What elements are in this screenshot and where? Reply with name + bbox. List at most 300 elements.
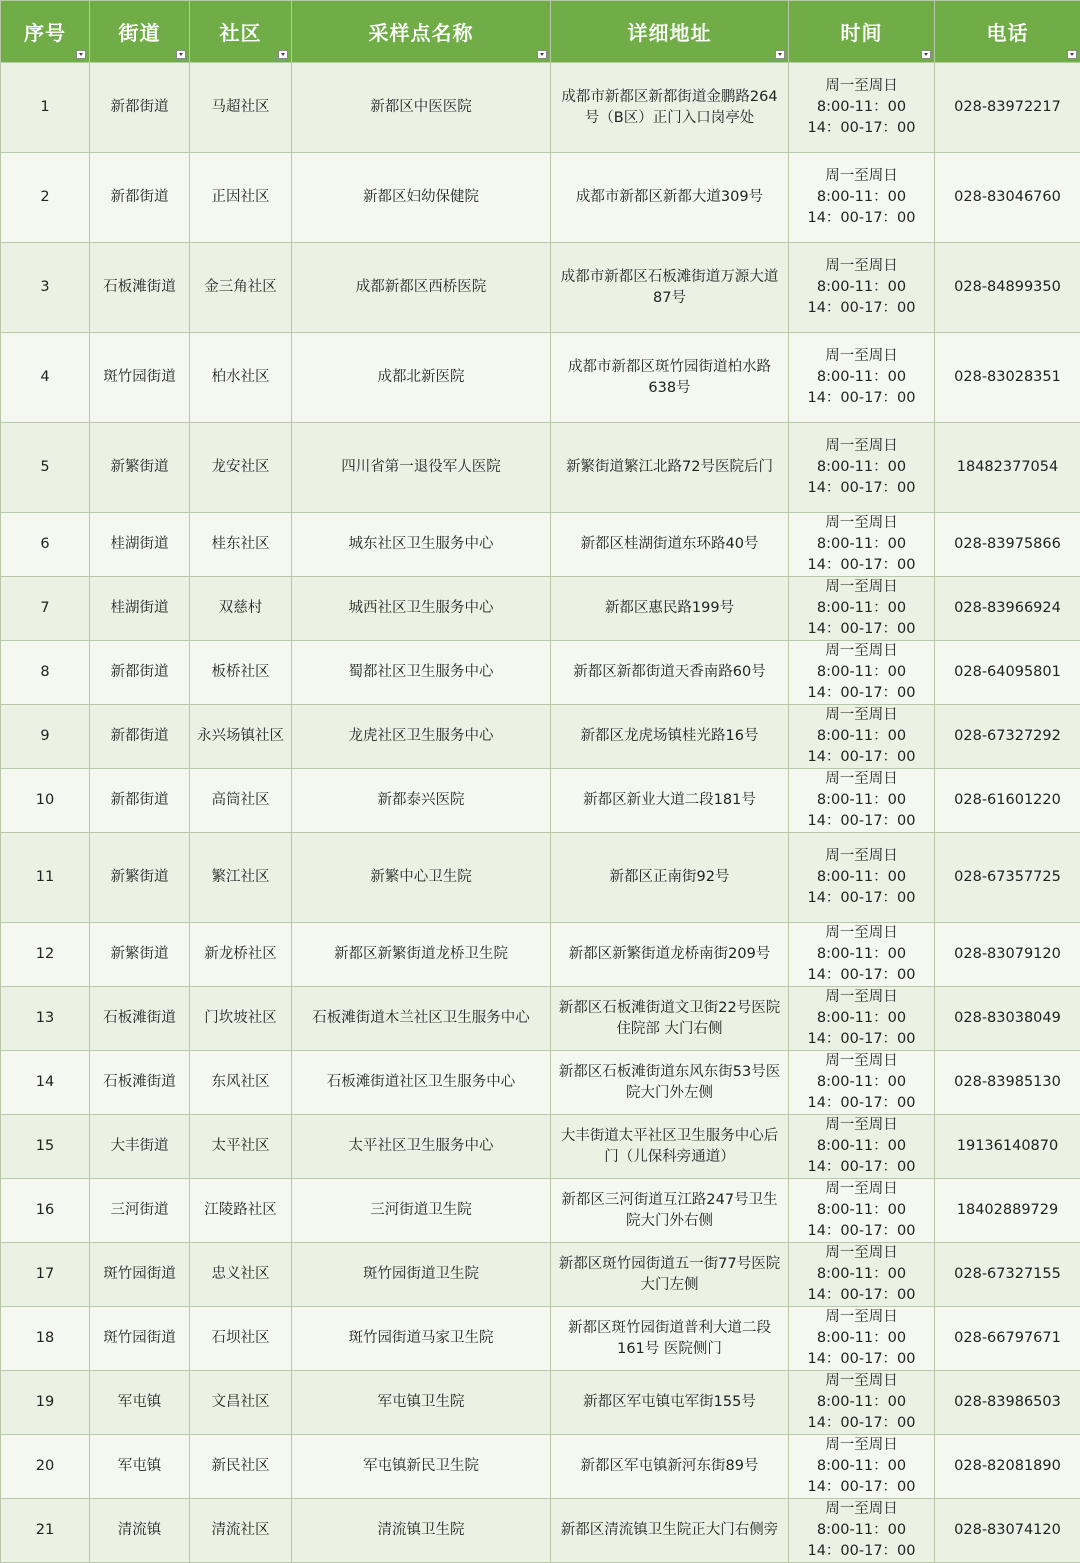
cell-time[interactable] [789,1499,935,1563]
cell-no[interactable] [1,243,90,333]
filter-dropdown-icon[interactable] [921,50,931,59]
cell-no-text: 5 [40,459,49,475]
table-header [1,1,1080,63]
column-header-no [1,1,90,63]
cell-phone-text: 028-83046760 [954,189,1061,205]
time-line: 14：00-17：00 [793,1093,930,1114]
column-header-time [789,1,935,63]
cell-no[interactable] [1,923,90,987]
cell-phone[interactable] [935,1371,1080,1435]
cell-no[interactable] [1,1179,90,1243]
cell-phone[interactable] [935,1499,1080,1563]
cell-street[interactable] [90,769,190,833]
cell-street-text: 大丰街道 [111,1138,169,1154]
cell-community-text: 新龙桥社区 [204,946,277,962]
cell-site-name[interactable] [292,705,551,769]
time-line: 8:00-11：00 [793,534,930,555]
cell-address-text: 大丰街道太平社区卫生服务中心后门（儿保科旁通道） [555,1126,784,1168]
cell-site-name[interactable] [292,63,551,153]
cell-phone-text: 028-67327292 [954,728,1061,744]
column-header-address [551,1,789,63]
cell-time[interactable] [789,63,935,153]
cell-street-text: 斑竹园街道 [103,1266,176,1282]
cell-street[interactable] [90,1179,190,1243]
cell-street-text: 新繁街道 [111,459,169,475]
time-line: 14：00-17：00 [793,619,930,640]
time-line: 周一至周日 [793,846,930,867]
cell-community[interactable] [190,987,292,1051]
cell-street[interactable] [90,1371,190,1435]
table-row [1,1179,1080,1243]
cell-address[interactable] [551,1499,789,1563]
cell-address-text: 新都区新繁街道龙桥南街209号 [555,944,784,965]
time-line: 8:00-11：00 [793,790,930,811]
time-line: 14：00-17：00 [793,298,930,319]
cell-no-text: 15 [36,1138,54,1154]
cell-no-text: 6 [40,536,49,552]
time-line: 8:00-11：00 [793,187,930,208]
cell-address[interactable] [551,987,789,1051]
cell-address-text: 新都区新业大道二段181号 [555,790,784,811]
column-header-site [292,1,551,63]
time-line: 14：00-17：00 [793,747,930,768]
cell-street[interactable] [90,153,190,243]
time-line: 14：00-17：00 [793,1157,930,1178]
time-line: 14：00-17：00 [793,118,930,139]
column-header-street [90,1,190,63]
cell-street[interactable] [90,577,190,641]
cell-site-name[interactable] [292,769,551,833]
cell-no[interactable] [1,1371,90,1435]
cell-phone[interactable] [935,1179,1080,1243]
cell-no-text: 17 [36,1266,54,1282]
cell-street[interactable] [90,243,190,333]
table-row [1,833,1080,923]
cell-no[interactable] [1,1051,90,1115]
column-header-label: 社区 [220,21,262,45]
time-line: 8:00-11：00 [793,944,930,965]
cell-community[interactable] [190,1307,292,1371]
filter-dropdown-icon[interactable] [76,50,86,59]
time-line: 周一至周日 [793,641,930,662]
cell-time[interactable] [789,641,935,705]
cell-no[interactable] [1,769,90,833]
cell-no-text: 4 [40,369,49,385]
cell-time[interactable] [789,1179,935,1243]
time-line: 周一至周日 [793,1243,930,1264]
cell-community-text: 马超社区 [212,99,270,115]
cell-street-text: 石板滩街道 [103,279,176,295]
cell-community[interactable] [190,1435,292,1499]
cell-no[interactable] [1,705,90,769]
cell-street[interactable] [90,333,190,423]
time-line: 8:00-11：00 [793,1456,930,1477]
cell-site-name-text: 成都北新医院 [378,369,465,385]
cell-address[interactable] [551,1179,789,1243]
table-body [1,63,1080,1563]
cell-address[interactable] [551,833,789,923]
cell-phone[interactable] [935,513,1080,577]
cell-community[interactable] [190,1499,292,1563]
cell-community-text: 新民社区 [212,1458,270,1474]
time-line: 周一至周日 [793,577,930,598]
cell-address-text: 成都市新都区石板滩街道万源大道87号 [555,267,784,309]
cell-street[interactable] [90,513,190,577]
cell-community-text: 忠义社区 [212,1266,270,1282]
cell-community-text: 正因社区 [212,189,270,205]
time-line: 14：00-17：00 [793,683,930,704]
time-line: 周一至周日 [793,1307,930,1328]
cell-no[interactable] [1,987,90,1051]
cell-phone[interactable] [935,243,1080,333]
cell-time[interactable] [789,769,935,833]
cell-no[interactable] [1,63,90,153]
cell-site-name[interactable] [292,1115,551,1179]
cell-site-name-text: 新都区中医医院 [370,99,472,115]
cell-phone-text: 028-83028351 [954,369,1061,385]
cell-time[interactable] [789,513,935,577]
cell-phone[interactable] [935,423,1080,513]
time-line: 周一至周日 [793,346,930,367]
filter-dropdown-icon[interactable] [537,50,547,59]
cell-street[interactable] [90,63,190,153]
cell-community[interactable] [190,1371,292,1435]
cell-community-text: 龙安社区 [212,459,270,475]
cell-address[interactable] [551,641,789,705]
time-line: 14：00-17：00 [793,1477,930,1498]
cell-no-text: 13 [36,1010,54,1026]
time-line: 14：00-17：00 [793,1541,930,1562]
cell-site-name-text: 石板滩街道木兰社区卫生服务中心 [312,1010,530,1026]
cell-street[interactable] [90,705,190,769]
cell-time[interactable] [789,243,935,333]
cell-no[interactable] [1,1307,90,1371]
cell-phone[interactable] [935,1115,1080,1179]
cell-phone[interactable] [935,987,1080,1051]
cell-site-name[interactable] [292,153,551,243]
cell-address[interactable] [551,513,789,577]
cell-community-text: 高筒社区 [212,792,270,808]
time-line: 周一至周日 [793,1371,930,1392]
cell-phone[interactable] [935,1307,1080,1371]
cell-time[interactable] [789,987,935,1051]
cell-address-text: 新都区龙虎场镇桂光路16号 [555,726,784,747]
cell-site-name[interactable] [292,423,551,513]
time-line: 14：00-17：00 [793,965,930,986]
time-line: 14：00-17：00 [793,1029,930,1050]
cell-community-text: 太平社区 [212,1138,270,1154]
cell-no[interactable] [1,333,90,423]
cell-phone-text: 028-84899350 [954,279,1061,295]
cell-street-text: 新都街道 [111,664,169,680]
cell-phone[interactable] [935,1051,1080,1115]
cell-time[interactable] [789,1307,935,1371]
cell-street[interactable] [90,1499,190,1563]
cell-no-text: 11 [36,869,54,885]
time-line: 周一至周日 [793,436,930,457]
cell-street[interactable] [90,987,190,1051]
cell-site-name-text: 城东社区卫生服务中心 [349,536,494,552]
cell-time[interactable] [789,1435,935,1499]
cell-phone-text: 028-83972217 [954,99,1061,115]
cell-address[interactable] [551,153,789,243]
cell-phone-text: 18402889729 [957,1202,1058,1218]
cell-time[interactable] [789,923,935,987]
cell-site-name[interactable] [292,1179,551,1243]
cell-street[interactable] [90,1115,190,1179]
time-line: 8:00-11：00 [793,662,930,683]
cell-site-name[interactable] [292,1051,551,1115]
cell-site-name-text: 新都区新繁街道龙桥卫生院 [334,946,508,962]
cell-no-text: 19 [36,1394,54,1410]
cell-community[interactable] [190,1051,292,1115]
cell-street-text: 军屯镇 [118,1458,162,1474]
column-header-label: 街道 [119,21,161,45]
cell-no[interactable] [1,513,90,577]
column-header-label: 采样点名称 [369,21,474,45]
cell-address-text: 新都区军屯镇新河东街89号 [555,1456,784,1477]
cell-no[interactable] [1,577,90,641]
cell-time[interactable] [789,1371,935,1435]
cell-time[interactable] [789,423,935,513]
cell-community-text: 繁江社区 [212,869,270,885]
cell-phone[interactable] [935,769,1080,833]
cell-phone[interactable] [935,577,1080,641]
cell-site-name[interactable] [292,1435,551,1499]
cell-address-text: 新都区斑竹园街道普利大道二段161号 医院侧门 [555,1318,784,1360]
cell-no-text: 18 [36,1330,54,1346]
cell-address-text: 新都区斑竹园街道五一街77号医院大门左侧 [555,1254,784,1296]
cell-phone[interactable] [935,153,1080,243]
cell-community[interactable] [190,705,292,769]
cell-phone-text: 028-64095801 [954,664,1061,680]
cell-no-text: 2 [40,189,49,205]
cell-address[interactable] [551,333,789,423]
cell-no[interactable] [1,1115,90,1179]
cell-community[interactable] [190,153,292,243]
cell-no-text: 10 [36,792,54,808]
cell-time[interactable] [789,1243,935,1307]
cell-phone[interactable] [935,833,1080,923]
cell-no-text: 21 [36,1522,54,1538]
cell-address-text: 成都市新都区新都大道309号 [555,187,784,208]
cell-site-name[interactable] [292,987,551,1051]
cell-site-name-text: 新繁中心卫生院 [370,869,472,885]
cell-phone[interactable] [935,1243,1080,1307]
cell-address[interactable] [551,577,789,641]
cell-address[interactable] [551,769,789,833]
time-line: 周一至周日 [793,923,930,944]
cell-site-name[interactable] [292,1307,551,1371]
cell-phone[interactable] [935,641,1080,705]
time-line: 8:00-11：00 [793,1264,930,1285]
cell-phone-text: 028-83975866 [954,536,1061,552]
cell-time[interactable] [789,1051,935,1115]
cell-community[interactable] [190,63,292,153]
cell-time[interactable] [789,333,935,423]
cell-site-name-text: 三河街道卫生院 [370,1202,472,1218]
time-line: 14：00-17：00 [793,1413,930,1434]
cell-community[interactable] [190,333,292,423]
cell-phone[interactable] [935,705,1080,769]
table-row [1,1115,1080,1179]
cell-street-text: 三河街道 [111,1202,169,1218]
time-line: 8:00-11：00 [793,1392,930,1413]
cell-address[interactable] [551,1115,789,1179]
time-line: 8:00-11：00 [793,1328,930,1349]
cell-address[interactable] [551,1371,789,1435]
table-row [1,1243,1080,1307]
cell-address[interactable] [551,1051,789,1115]
cell-time[interactable] [789,705,935,769]
filter-dropdown-icon[interactable] [775,50,785,59]
time-line: 周一至周日 [793,76,930,97]
time-line: 周一至周日 [793,166,930,187]
cell-phone[interactable] [935,63,1080,153]
cell-street-text: 新都街道 [111,792,169,808]
cell-community-text: 东风社区 [212,1074,270,1090]
filter-dropdown-icon[interactable] [176,50,186,59]
cell-site-name[interactable] [292,333,551,423]
table-row [1,641,1080,705]
cell-site-name[interactable] [292,641,551,705]
cell-no-text: 8 [40,664,49,680]
cell-no[interactable] [1,641,90,705]
cell-address[interactable] [551,705,789,769]
cell-address[interactable] [551,63,789,153]
time-line: 14：00-17：00 [793,1349,930,1370]
cell-street[interactable] [90,833,190,923]
cell-community-text: 门坎坡社区 [204,1010,277,1026]
table-row [1,923,1080,987]
time-line: 8:00-11：00 [793,277,930,298]
cell-time[interactable] [789,833,935,923]
cell-street[interactable] [90,423,190,513]
cell-site-name[interactable] [292,923,551,987]
cell-community[interactable] [190,1179,292,1243]
cell-community[interactable] [190,577,292,641]
column-header-label: 序号 [24,21,66,45]
filter-dropdown-icon[interactable] [278,50,288,59]
cell-time[interactable] [789,1115,935,1179]
cell-phone-text: 028-83986503 [954,1394,1061,1410]
cell-address-text: 新繁街道繁江北路72号医院后门 [555,457,784,478]
cell-street[interactable] [90,923,190,987]
time-line: 8:00-11：00 [793,1200,930,1221]
cell-street-text: 石板滩街道 [103,1010,176,1026]
cell-phone[interactable] [935,333,1080,423]
cell-address[interactable] [551,1307,789,1371]
cell-community[interactable] [190,769,292,833]
cell-site-name-text: 四川省第一退役军人医院 [341,459,501,475]
cell-no[interactable] [1,423,90,513]
cell-street[interactable] [90,1435,190,1499]
cell-address[interactable] [551,423,789,513]
time-line: 8:00-11：00 [793,726,930,747]
cell-street-text: 新都街道 [111,189,169,205]
cell-community-text: 双慈村 [219,600,263,616]
cell-phone-text: 028-83966924 [954,600,1061,616]
cell-site-name[interactable] [292,1499,551,1563]
cell-address[interactable] [551,1435,789,1499]
time-line: 14：00-17：00 [793,811,930,832]
cell-phone-text: 028-67327155 [954,1266,1061,1282]
cell-community[interactable] [190,243,292,333]
cell-phone-text: 028-83038049 [954,1010,1061,1026]
cell-no[interactable] [1,1435,90,1499]
cell-community[interactable] [190,423,292,513]
cell-phone-text: 19136140870 [957,1138,1058,1154]
cell-site-name-text: 新都泰兴医院 [378,792,465,808]
cell-address[interactable] [551,1243,789,1307]
cell-address-text: 成都市新都区斑竹园街道柏水路638号 [555,357,784,399]
cell-street[interactable] [90,1307,190,1371]
cell-no[interactable] [1,153,90,243]
cell-address[interactable] [551,923,789,987]
table-row [1,513,1080,577]
cell-address-text: 新都区正南街92号 [555,867,784,888]
table-row [1,243,1080,333]
cell-community[interactable] [190,923,292,987]
cell-no-text: 7 [40,600,49,616]
cell-time[interactable] [789,577,935,641]
time-line: 14：00-17：00 [793,555,930,576]
cell-community[interactable] [190,1115,292,1179]
cell-no[interactable] [1,1499,90,1563]
cell-street-text: 新都街道 [111,728,169,744]
time-line: 8:00-11：00 [793,867,930,888]
cell-community[interactable] [190,641,292,705]
cell-phone-text: 028-83985130 [954,1074,1061,1090]
cell-community[interactable] [190,833,292,923]
cell-site-name-text: 斑竹园街道卫生院 [363,1266,479,1282]
cell-site-name[interactable] [292,513,551,577]
time-line: 14：00-17：00 [793,208,930,229]
cell-community[interactable] [190,1243,292,1307]
cell-site-name-text: 清流镇卫生院 [378,1522,465,1538]
cell-no[interactable] [1,833,90,923]
cell-no[interactable] [1,1243,90,1307]
cell-street[interactable] [90,1051,190,1115]
cell-address-text: 新都区石板滩街道东风东街53号医院大门外左侧 [555,1062,784,1104]
table-row [1,1371,1080,1435]
filter-dropdown-icon[interactable] [1067,50,1077,59]
cell-community-text: 永兴场镇社区 [197,728,284,744]
cell-street[interactable] [90,641,190,705]
cell-site-name[interactable] [292,577,551,641]
cell-site-name-text: 斑竹园街道马家卫生院 [349,1330,494,1346]
cell-phone[interactable] [935,1435,1080,1499]
cell-address-text: 新都区军屯镇屯军街155号 [555,1392,784,1413]
cell-community[interactable] [190,513,292,577]
time-line: 8:00-11：00 [793,1072,930,1093]
cell-site-name[interactable] [292,833,551,923]
cell-street-text: 斑竹园街道 [103,369,176,385]
cell-phone[interactable] [935,923,1080,987]
time-line: 14：00-17：00 [793,388,930,409]
time-line: 8:00-11：00 [793,1136,930,1157]
cell-time[interactable] [789,153,935,243]
time-line: 8:00-11：00 [793,367,930,388]
cell-site-name[interactable] [292,1243,551,1307]
table-row [1,769,1080,833]
cell-address[interactable] [551,243,789,333]
cell-site-name[interactable] [292,243,551,333]
cell-street[interactable] [90,1243,190,1307]
time-line: 8:00-11：00 [793,1008,930,1029]
cell-site-name[interactable] [292,1371,551,1435]
cell-site-name-text: 军屯镇卫生院 [378,1394,465,1410]
